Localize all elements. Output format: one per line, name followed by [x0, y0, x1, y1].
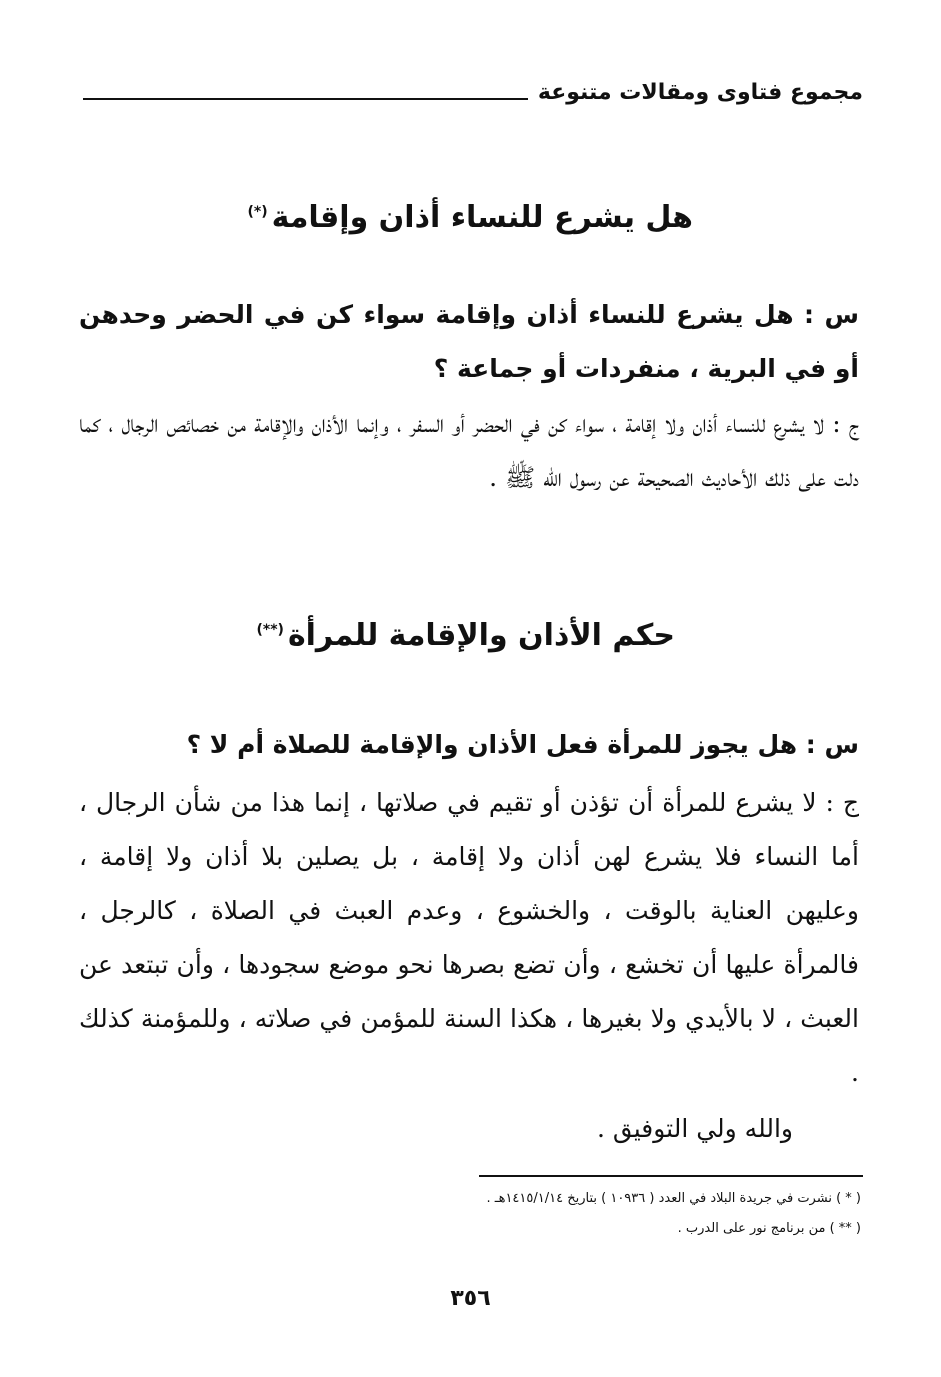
footnotes: [161, 1184, 861, 1244]
section-heading-1: [248, 200, 694, 235]
running-header: [83, 72, 863, 112]
footnote-1: ( * ) نشرت في جريدة البلاد في العدد ( ١٠٩٣٦ ) بتاريخ ١٤١٥/١/١٤هـ .: [486, 1191, 861, 1206]
footnote-marker-1: (*): [247, 204, 268, 220]
footnote-2: ( ** ) من برنامج نور على الدرب .: [677, 1221, 861, 1236]
footnote-rule: [479, 1175, 863, 1177]
section-heading-2-text: حكم الأذان والإقامة للمرأة: [287, 618, 675, 653]
page-number: ٣٥٦: [450, 1286, 491, 1311]
header-rule: [83, 98, 528, 100]
book-title: مجموع فتاوى ومقالات متنوعة: [537, 79, 863, 105]
footnote-marker-2: (**): [256, 622, 284, 638]
section-heading-2: [256, 618, 675, 653]
answer-2: ج : لا يشرع للمرأة أن تؤذن أو تقيم في صلاتها ، إنما هذا من شأن الرجال ، أما النساء فلا يشرع لهن أذان ولا إقامة ، بل يصلين بلا أذان ولا إقامة ، وعليهن العناية بالوقت ، والخشوع ، وعدم العبث في الصلاة ، كالرجل ، فالمرأة عليها أن تخشع ، وأن تضع بصرها نحو موضع سجودها ، وأن تبتعد عن العبث ، لا بالأيدي ولا بغيرها ، هكذا السنة للمؤمن في صلاته ، وللمؤمنة كذلك .: [79, 788, 859, 1087]
closing-line: والله ولي التوفيق .: [597, 1114, 793, 1143]
question-1: س : هل يشرع للنساء أذان وإقامة سواء كن في الحضر وحدهن أو في البرية ، منفردات أو جماعة ؟: [79, 300, 859, 383]
section-heading-1-text: هل يشرع للنساء أذان وإقامة: [271, 200, 693, 235]
question-2: س : هل يجوز للمرأة فعل الأذان والإقامة للصلاة أم لا ؟: [186, 730, 859, 759]
answer-1: ج : لا يشرع للنساء أذان ولا إقامة ، سواء كن في الحضر أو السفر ، وإنما الأذان والإقامة من خصائص الرجال ، كما دلت على ذلك الأحاديث الصحيحة عن رسول الله ﷺ .: [79, 409, 859, 492]
